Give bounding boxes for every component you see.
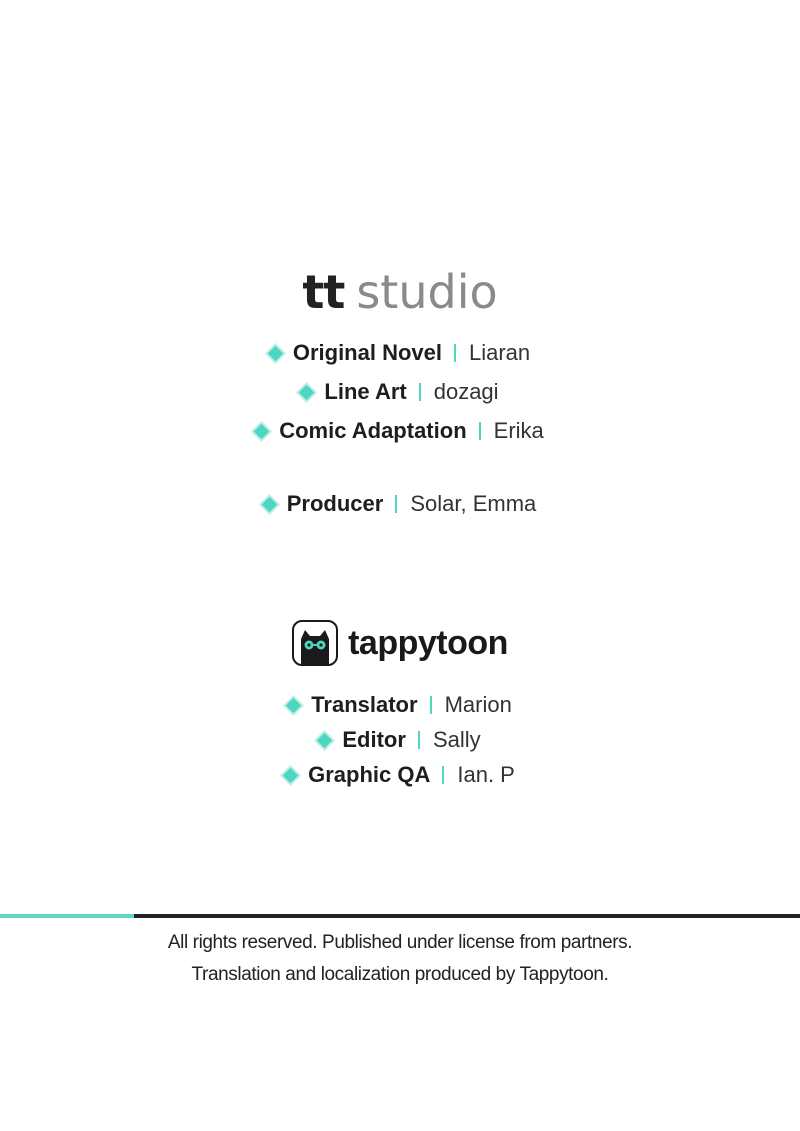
credit-role: Producer — [286, 491, 384, 516]
credit-name: Liaran — [469, 340, 531, 365]
diamond-bullet-icon — [254, 423, 270, 439]
credit-role: Editor — [342, 727, 406, 752]
credit-role: Translator — [311, 692, 418, 717]
studio-logo-mark: tt — [302, 265, 345, 319]
credit-role: Graphic QA — [308, 762, 431, 787]
credit-role: Comic Adaptation — [279, 418, 467, 443]
credit-editor — [0, 725, 800, 755]
diamond-bullet-icon — [261, 496, 277, 512]
credit-producer — [0, 489, 800, 519]
credit-name: Solar, Emma — [410, 491, 537, 516]
publisher-logo-word: tappytoon — [348, 623, 508, 662]
separator — [454, 344, 456, 362]
footer-rights: All rights reserved. Published under license from partners. — [167, 932, 633, 953]
separator — [442, 766, 444, 784]
diamond-bullet-icon — [268, 345, 284, 361]
credit-name: Sally — [432, 727, 481, 752]
credit-graphic-qa — [0, 760, 800, 790]
cat-with-glasses-icon — [292, 620, 338, 666]
credit-name: Erika — [493, 418, 544, 443]
separator — [430, 696, 432, 714]
credit-translator — [0, 690, 800, 720]
credit-role: Line Art — [324, 379, 407, 404]
footer-localization: Translation and localization produced by Tappytoon. — [191, 964, 609, 985]
diamond-bullet-icon — [286, 697, 302, 713]
credit-role: Original Novel — [292, 340, 442, 365]
diamond-bullet-icon — [317, 732, 333, 748]
publisher-logo — [0, 620, 800, 666]
diamond-bullet-icon — [299, 384, 315, 400]
separator — [418, 731, 420, 749]
separator — [479, 422, 481, 440]
separator — [395, 495, 397, 513]
credit-comic-adaptation — [0, 416, 800, 446]
diamond-bullet-icon — [283, 767, 299, 783]
divider-accent — [0, 914, 134, 918]
credit-line-art — [0, 377, 800, 407]
credit-name: Marion — [444, 692, 512, 717]
credit-original-novel — [0, 338, 800, 368]
credit-name: dozagi — [433, 379, 499, 404]
studio-logo-word: studio — [356, 265, 498, 319]
credit-name: Ian. P — [457, 762, 515, 787]
studio-logo — [0, 262, 800, 322]
separator — [419, 383, 421, 401]
divider — [134, 914, 800, 918]
